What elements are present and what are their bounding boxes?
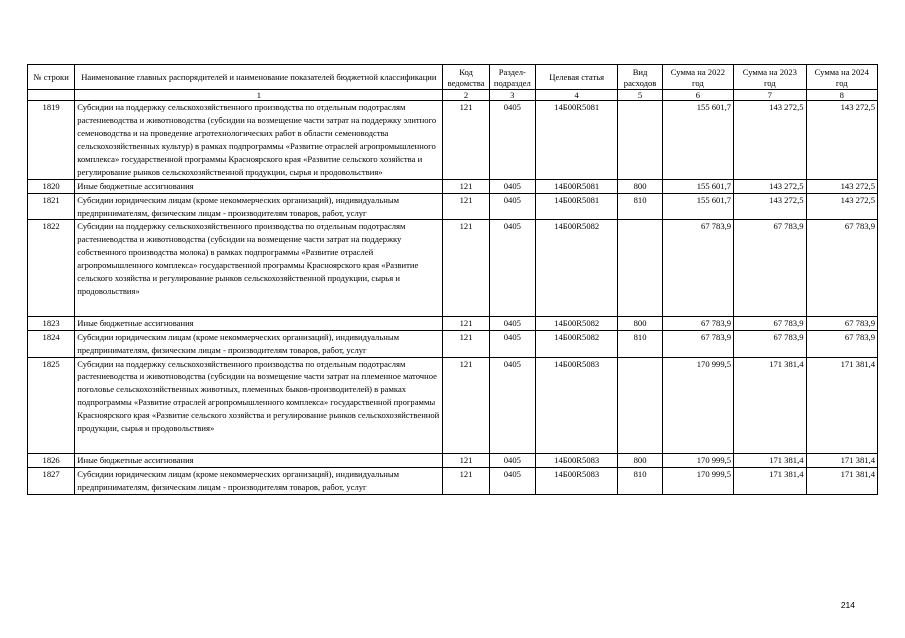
row-number: 1826 — [28, 453, 75, 467]
row-dept-code: 121 — [443, 220, 489, 316]
column-number — [28, 90, 75, 101]
table-row — [28, 101, 878, 179]
column-number-row — [28, 90, 878, 101]
header-expense-type: Вид расходов — [618, 65, 662, 90]
row-sum-2023: 143 272,5 — [734, 101, 806, 179]
row-target-article: 14Б00R5081 — [535, 101, 617, 179]
row-expense-type — [618, 220, 662, 316]
column-number: 1 — [75, 90, 443, 101]
header-sum-2024: Сумма на 2024 год — [806, 65, 877, 90]
row-number: 1822 — [28, 220, 75, 316]
table-row — [28, 220, 878, 316]
row-dept-code: 121 — [443, 330, 489, 357]
row-dept-code: 121 — [443, 316, 489, 330]
row-dept-code: 121 — [443, 101, 489, 179]
row-expense-type: 800 — [618, 453, 662, 467]
row-section: 0405 — [489, 101, 535, 179]
row-sum-2023: 171 381,4 — [734, 453, 806, 467]
row-number: 1824 — [28, 330, 75, 357]
header-section: Раздел-подраздел — [489, 65, 535, 90]
row-sum-2024: 143 272,5 — [806, 101, 877, 179]
column-number: 6 — [662, 90, 733, 101]
row-section: 0405 — [489, 330, 535, 357]
budget-table — [27, 64, 878, 495]
row-expense-type: 810 — [618, 193, 662, 220]
row-number: 1827 — [28, 467, 75, 494]
header-name: Наименование главных распорядителей и наименование показателей бюджетной классификации — [75, 65, 443, 90]
row-target-article: 14Б00R5081 — [535, 179, 617, 193]
table-row — [28, 316, 878, 330]
column-number: 8 — [806, 90, 877, 101]
column-number: 4 — [535, 90, 617, 101]
row-sum-2023: 171 381,4 — [734, 467, 806, 494]
row-sum-2023: 143 272,5 — [734, 179, 806, 193]
table-row — [28, 467, 878, 494]
row-expense-type: 800 — [618, 179, 662, 193]
row-target-article: 14Б00R5082 — [535, 330, 617, 357]
row-sum-2024: 67 783,9 — [806, 220, 877, 316]
row-number: 1825 — [28, 357, 75, 453]
page-number: 214 — [840, 600, 855, 610]
row-name: Иные бюджетные ассигнования — [75, 453, 443, 467]
column-number: 3 — [489, 90, 535, 101]
row-section: 0405 — [489, 357, 535, 453]
row-sum-2022: 67 783,9 — [662, 316, 733, 330]
row-target-article: 14Б00R5083 — [535, 453, 617, 467]
row-name: Субсидии на поддержку сельскохозяйственного производства по отдельным подотраслям растениеводства и животноводства (субсидии на возмещение части затрат на поддержку собственного производства молока) в рамках подпрограммы «Развитие отраслей агропромышленного комплекса» государственной программы Красноярского края «Развитие сельского хозяйства и регулирование рынков сельскохозяйственной продукции, сырья и продовольствия» — [75, 220, 443, 316]
row-number: 1820 — [28, 179, 75, 193]
row-section: 0405 — [489, 467, 535, 494]
row-sum-2023: 67 783,9 — [734, 220, 806, 316]
row-dept-code: 121 — [443, 467, 489, 494]
row-section: 0405 — [489, 179, 535, 193]
row-expense-type — [618, 357, 662, 453]
row-target-article: 14Б00R5083 — [535, 467, 617, 494]
row-sum-2022: 155 601,7 — [662, 101, 733, 179]
header-dept-code: Код ведомства — [443, 65, 489, 90]
row-sum-2022: 155 601,7 — [662, 193, 733, 220]
row-name: Субсидии юридическим лицам (кроме некоммерческих организаций), индивидуальным предпринимателям, физическим лицам - производителям товаров, работ, услуг — [75, 193, 443, 220]
row-target-article: 14Б00R5082 — [535, 316, 617, 330]
column-number: 5 — [618, 90, 662, 101]
row-sum-2022: 67 783,9 — [662, 330, 733, 357]
column-number: 2 — [443, 90, 489, 101]
row-sum-2023: 67 783,9 — [734, 316, 806, 330]
row-sum-2024: 67 783,9 — [806, 316, 877, 330]
row-sum-2024: 143 272,5 — [806, 193, 877, 220]
row-number: 1821 — [28, 193, 75, 220]
row-sum-2024: 171 381,4 — [806, 467, 877, 494]
row-sum-2024: 143 272,5 — [806, 179, 877, 193]
row-sum-2022: 170 999,5 — [662, 453, 733, 467]
row-dept-code: 121 — [443, 453, 489, 467]
row-sum-2023: 143 272,5 — [734, 193, 806, 220]
row-number: 1823 — [28, 316, 75, 330]
row-dept-code: 121 — [443, 193, 489, 220]
row-target-article: 14Б00R5081 — [535, 193, 617, 220]
column-number: 7 — [734, 90, 806, 101]
row-sum-2024: 171 381,4 — [806, 453, 877, 467]
row-name: Иные бюджетные ассигнования — [75, 179, 443, 193]
row-expense-type — [618, 101, 662, 179]
row-sum-2023: 171 381,4 — [734, 357, 806, 453]
row-name: Субсидии юридическим лицам (кроме некоммерческих организаций), индивидуальным предпринимателям, физическим лицам - производителям товаров, работ, услуг — [75, 330, 443, 357]
row-dept-code: 121 — [443, 179, 489, 193]
row-expense-type: 800 — [618, 316, 662, 330]
table-header-row — [28, 65, 878, 90]
table-row — [28, 193, 878, 220]
row-expense-type: 810 — [618, 467, 662, 494]
row-target-article: 14Б00R5083 — [535, 357, 617, 453]
row-name: Субсидии на поддержку сельскохозяйственного производства по отдельным подотраслям растениеводства и животноводства (субсидии на возмещение части затрат на поддержку элитного семеноводства и на проведение агротехнологических работ в области семеноводства сельскохозяйственных культур) в рамках подпрограммы «Развитие отраслей агропромышленного комплекса» государственной программы Красноярского края «Развитие сельского хозяйства и регулирование рынков сельскохозяйственной продукции, сырья и продовольствия» — [75, 101, 443, 179]
header-sum-2022: Сумма на 2022 год — [662, 65, 733, 90]
row-name: Субсидии юридическим лицам (кроме некоммерческих организаций), индивидуальным предпринимателям, физическим лицам - производителям товаров, работ, услуг — [75, 467, 443, 494]
table-row — [28, 179, 878, 193]
header-target-article: Целевая статья — [535, 65, 617, 90]
row-sum-2024: 171 381,4 — [806, 357, 877, 453]
table-row — [28, 357, 878, 453]
row-sum-2022: 170 999,5 — [662, 357, 733, 453]
row-sum-2022: 67 783,9 — [662, 220, 733, 316]
table-row — [28, 330, 878, 357]
row-sum-2022: 170 999,5 — [662, 467, 733, 494]
row-expense-type: 810 — [618, 330, 662, 357]
header-row-no: № строки — [28, 65, 75, 90]
row-sum-2023: 67 783,9 — [734, 330, 806, 357]
table-row — [28, 453, 878, 467]
row-sum-2022: 155 601,7 — [662, 179, 733, 193]
row-section: 0405 — [489, 220, 535, 316]
row-section: 0405 — [489, 316, 535, 330]
row-section: 0405 — [489, 453, 535, 467]
row-dept-code: 121 — [443, 357, 489, 453]
row-name: Субсидии на поддержку сельскохозяйственного производства по отдельным подотраслям растениеводства и животноводства (субсидии на возмещение части затрат на племенное маточное поголовье сельскохозяйственных животных, племенных быков-производителей) в рамках подпрограммы «Развитие отраслей агропромышленного комплекса» государственной программы Красноярского края «Развитие сельского хозяйства и регулирование рынков сельскохозяйственной продукции, сырья и продовольствия» — [75, 357, 443, 453]
header-sum-2023: Сумма на 2023 год — [734, 65, 806, 90]
row-section: 0405 — [489, 193, 535, 220]
row-sum-2024: 67 783,9 — [806, 330, 877, 357]
row-name: Иные бюджетные ассигнования — [75, 316, 443, 330]
row-number: 1819 — [28, 101, 75, 179]
row-target-article: 14Б00R5082 — [535, 220, 617, 316]
